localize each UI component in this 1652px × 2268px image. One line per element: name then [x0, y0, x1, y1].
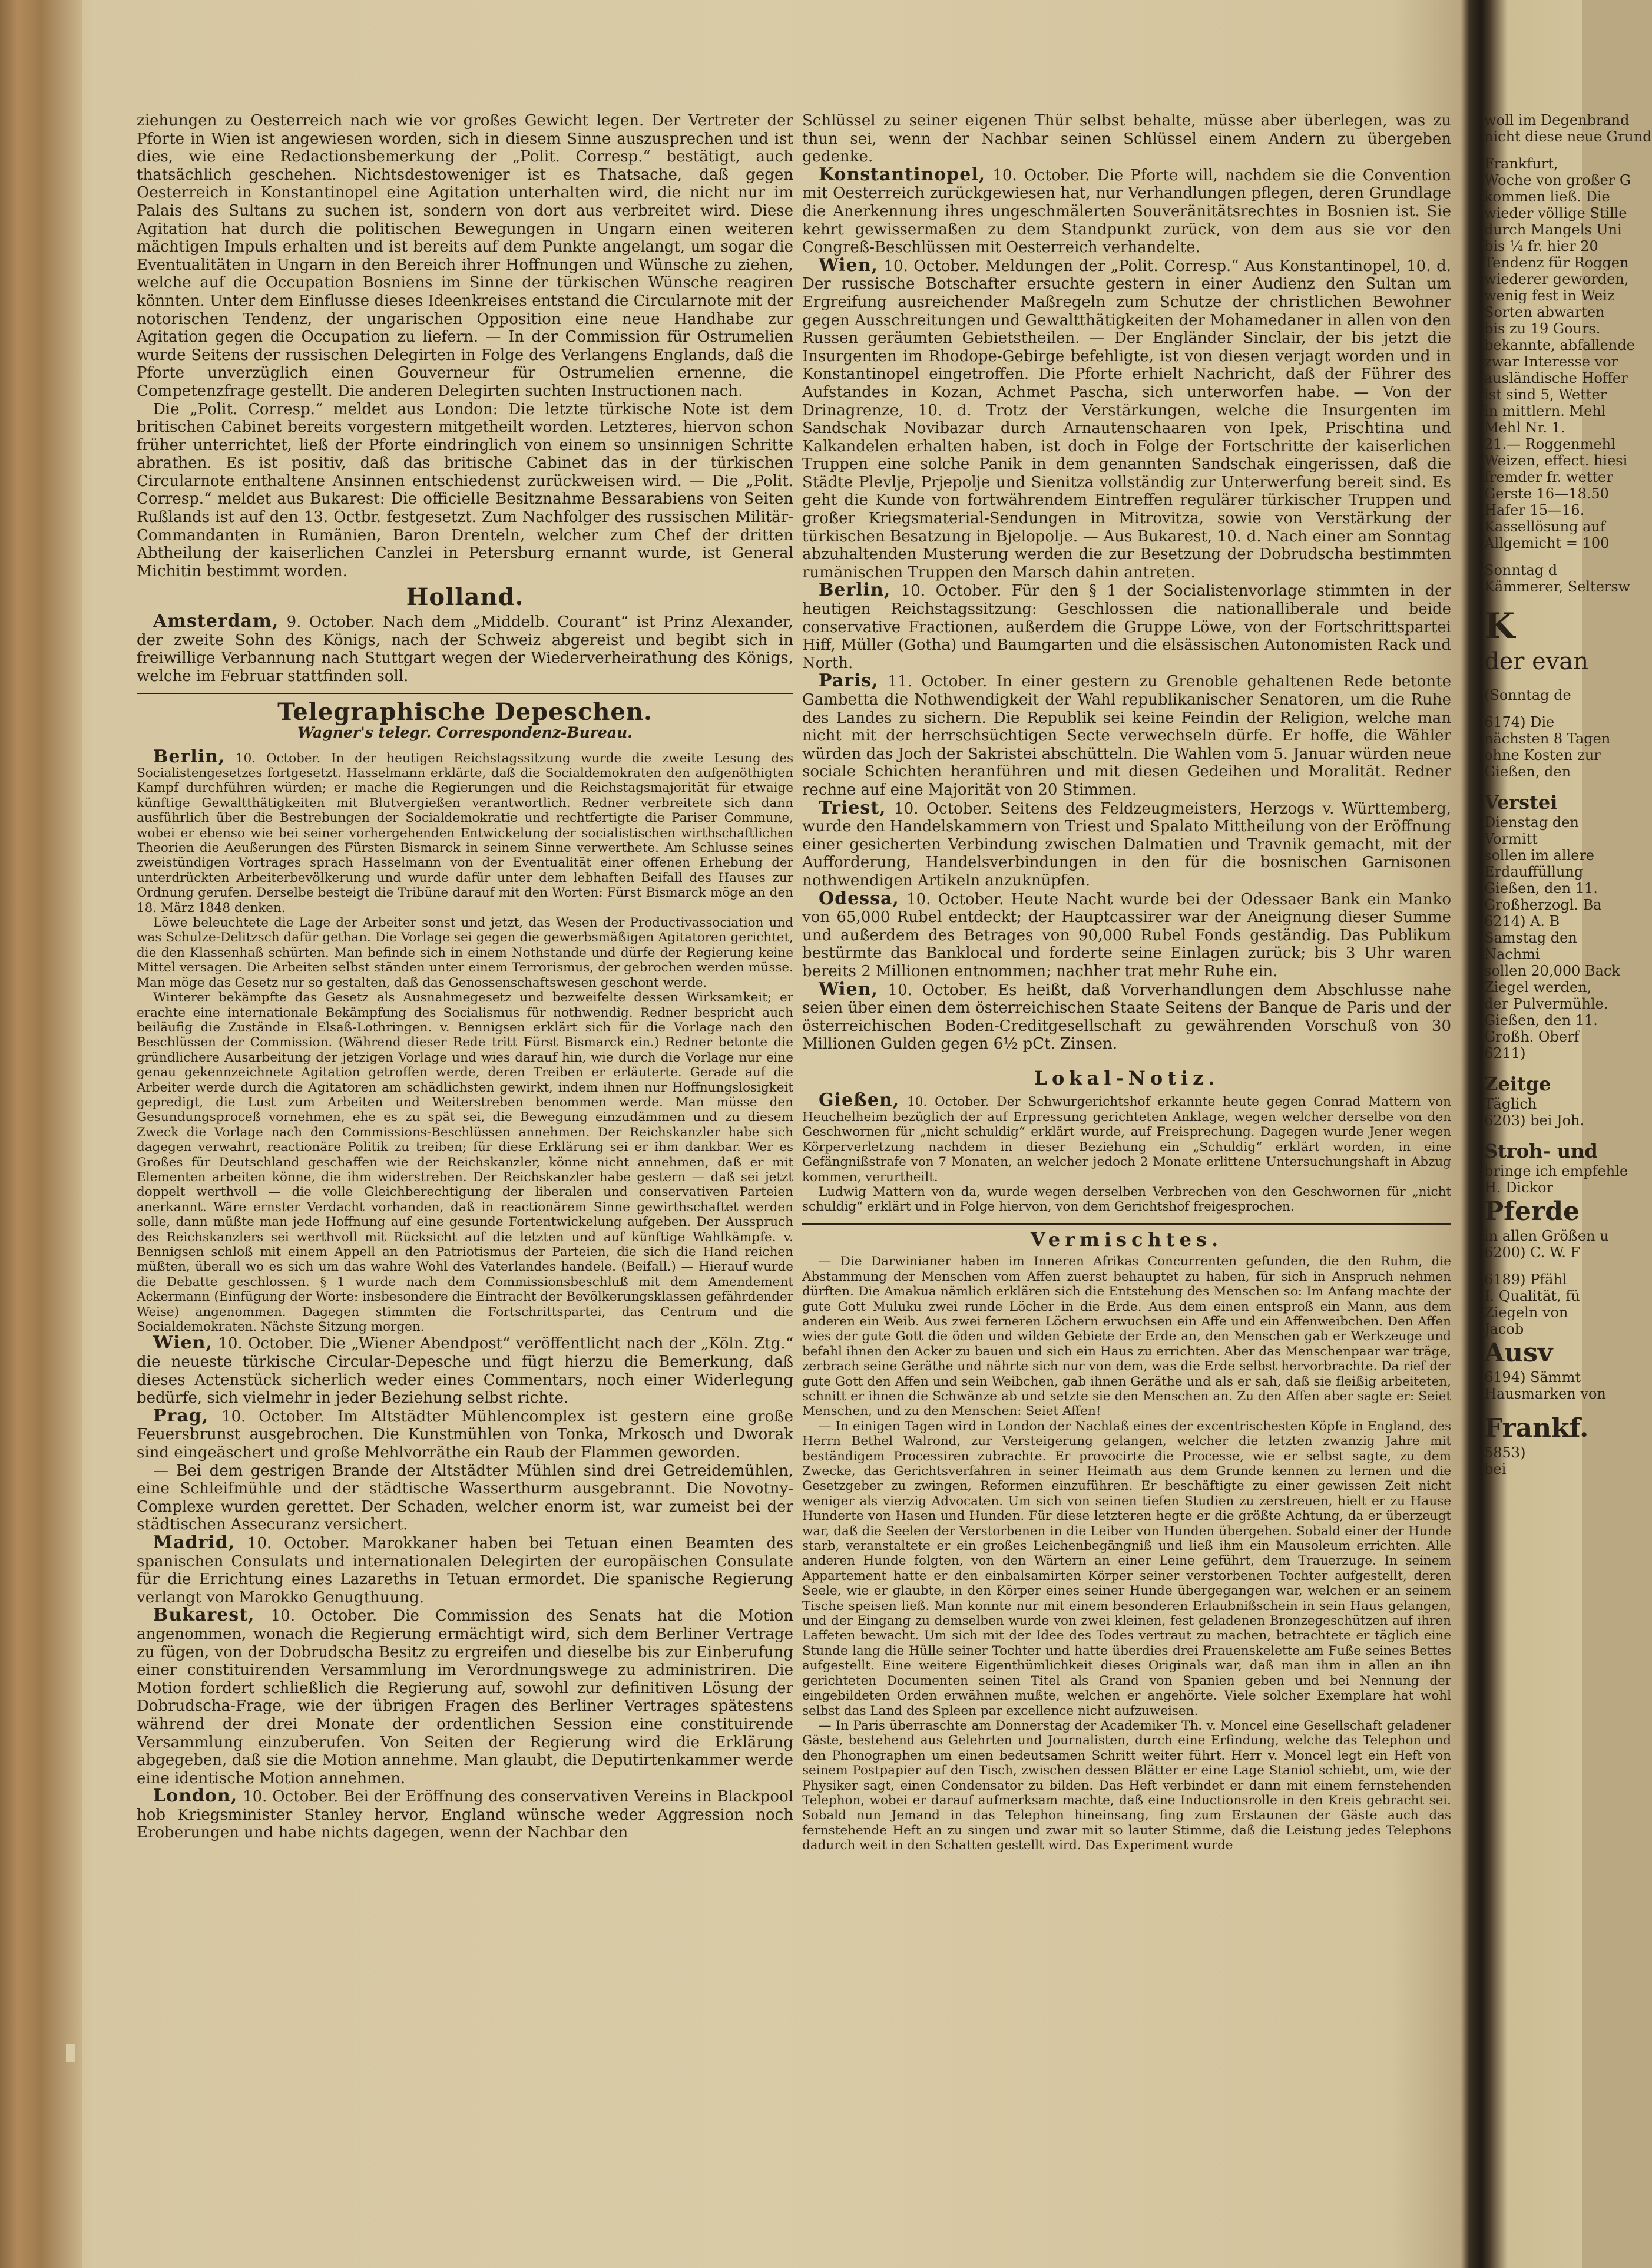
fragment-line: sollen 20,000 Back — [1484, 963, 1620, 979]
fragment-line — [1484, 551, 1582, 562]
column-1 — [137, 112, 793, 1842]
fragment-line: 6214) A. B — [1484, 913, 1560, 930]
dispatch-text: 10. October. Marokkaner haben bei Tetuan einen Beamten des spanischen Consulats und internationalen Delegirten der europäischen Consulate für die Errichtung eines Lazareths in Tetuan ermordet. Die spanische Regierung verlangt von Marokko Genugthuung. — [137, 1534, 793, 1606]
dateline-place: Berlin, — [153, 746, 226, 767]
fragment-line: kommen ließ. Die — [1484, 189, 1610, 205]
fragment-line: wiederer geworden, — [1484, 271, 1629, 287]
column-2 — [802, 112, 1451, 1853]
dispatch-text: 11. October. In einer gestern zu Grenoble gehaltenen Rede betonte Gambetta die Nothwendigkeit der Wahl republikanischer Senatoren, um die Ruhe des Landes zu sichern. Die Republik sei keine Feindin der Religion, welche man nicht mit der herrschsüchtigen Secte verwechseln dürfe. Er hoffe, die Wähler würden das Joch der Sakristei abschütteln. Die Wahlen vom 5. Januar würden neue sociale Schichten heranführen und mit diesen Gedeihen und Moralität. Redner rechne auf eine Majorität von 20 Stimmen. — [802, 673, 1451, 799]
section-divider — [802, 1062, 1451, 1063]
fragment-line: Ausv — [1484, 1338, 1553, 1368]
dispatch-text: 10. October. In der heutigen Reichstagssitzung wurde die zweite Lesung des Socialistengesetzes fortgesetzt. Hasselmann erklärte, daß die Socialdemokraten den aufgenöthigten Kampf durchführen würden; er mache die Regierungen und die Reichstagsmajorität für etwaige künftige Gewaltthätigkeiten mit Blutvergießen verantwortlich. Redner verbreitete sich dann ausführlich über die Bestrebungen der Socialdemokratie und rechtfertigte die Pariser Commune, wobei er ebenso wie bei seiner vorhergehenden Entwickelung der socialistischen wirthschaftlichen Theorien die Aeußerungen des Fürsten Bismarck in seinem Sinne verwerthete. Am Schlusse seines zweistündigen Vortrages sprach Hasselmann von der Eventualität einer offenen Erhebung der unterdrückten Arbeiterbevölkerung und wurde dafür unter dem lebhaften Beifall des Hauses zur Ordnung gerufen. Derselbe besteigt die Tribüne darauf mit den Worten: Fürst Bismarck möge an den 18. März 1848 denken. — [137, 751, 793, 915]
dispatch-text: 10. October. Der Schwurgerichtshof erkannte heute gegen Conrad Mattern von Heuchelheim bezüglich der auf Erpressung gerichteten Anklage, wegen welcher derselbe von den Geschwornen für „nicht schuldig“ erklärt wurde, auf Freisprechung. Dagegen wurde Jener wegen Körperverletzung nachdem in dieser Beziehung ein „Schuldig“ erklärt worden, in eine Gefängnißstrafe von 7 Monaten, an welcher jedoch 2 Monate erlittene Untersuchungshaft in Abzug kommen, verurtheilt. — [802, 1095, 1451, 1185]
fragment-line: bis ¼ fr. hier 20 — [1484, 238, 1598, 254]
dateline-place: Wien, — [153, 1333, 213, 1354]
dispatch-paris — [802, 672, 1451, 799]
fragment-line — [1484, 145, 1582, 156]
fragment-line: Tendenz für Roggen — [1484, 254, 1629, 271]
dispatch-madrid — [137, 1534, 793, 1606]
dispatch-odessa — [802, 890, 1451, 981]
fragment-line: Täglich — [1484, 1096, 1537, 1112]
fragment-line: Gießen, den — [1484, 763, 1571, 780]
fragment-line: K — [1484, 606, 1515, 647]
column-3-next-page — [1484, 112, 1652, 1477]
fragment-line: Zeitge — [1484, 1073, 1551, 1095]
fragment-line: 21.— Roggenmehl — [1484, 436, 1615, 452]
dispatch-text: 10. October. Für den § 1 der Socialistenvorlage stimmten in der heutigen Reichstagssitzung: Geschlossen die nationalliberale und beide conservative Fractionen, außerdem die Gruppe Löwe, von der Fortschrittspartei Hiff, Müller (Gotha) und Baumgarten und die elsässischen Autonomisten Rack und North. — [802, 582, 1451, 672]
dateline-place: Prag, — [153, 1405, 209, 1426]
fragment-line: Frankf. — [1484, 1413, 1589, 1443]
fragment-line: sollen im allere — [1484, 847, 1595, 864]
fragment-line: 6194) Sämmt — [1484, 1369, 1581, 1386]
dispatch-wien — [802, 254, 1451, 582]
fragment-line: der Pulvermühle. — [1484, 996, 1608, 1012]
dispatch-text: 10. October. Die „Wiener Abendpost“ veröffentlicht nach der „Köln. Ztg.“ die neueste türkische Circular-Depesche und fügt hierzu die Bemerkung, daß dieses Actenstück sicherlich weder eines Commentars, noch einer Widerlegung bedürfe, sich vielmehr in jeder Beziehung selbst richte. — [137, 1335, 793, 1407]
fragment-line: wenig fest in Weiz — [1484, 287, 1615, 304]
dispatch-text: 10. October. Die Pforte will, nachdem sie die Convention mit Oesterreich zurückgewiesen hat, nur Verhandlungen pflegen, deren Grundlage die Anerkennung ihres ungeschmälerten Souveränitätsrechtes in Bosnien ist. Sie kehrt gewissermaßen zu dem Standpunkt zurück, von dem aus sie vor den Congreß-Beschlüssen mit Oesterreich verhandelte. — [802, 166, 1451, 257]
article-paragraph: ziehungen zu Oesterreich nach wie vor großes Gewicht legen. Der Vertreter der Pforte in Wien ist angewiesen worden, sich in diesem Sinne auszusprechen und ist dies, wie eine Redactionsbemerkung der „Polit. Corresp.“ bestätigt, auch thatsächlich geschehen. Nichtsdestoweniger ist es Thatsache, daß gegen Oesterreich in Konstantinopel eine Agitation unterhalten wird, die nicht nur im Palais des Sultans zu suchen ist, sondern von dort aus verbreitet wird. Diese Agitation hat durch die politischen Bewegungen in Ungarn einen weiteren mächtigen Impuls erhalten und ist bereits auf dem Punkte angelangt, um sogar die Eventualitäten in Ungarn in den Bereich ihrer Hoffnungen und Wünsche zu ziehen, welche auf die Occupation Bosniens im Sinne der türkischen Wünsche reagiren könnten. Unter dem Einflusse dieses Ideenkreises entstand die Circularnote mit der notorischen Tendenz, der ungarischen Opposition eine neue Handhabe zur Agitation gegen die Occupation zu liefern. — In der Commission für Ostrumelien wurde Seitens der russischen Delegirten in Folge des Verlangens Englands, daß die Pforte unverzüglich einen Gouverneur für Ostrumelien ernenne, die Competenzfrage gestellt. Die anderen Delegirten suchten Instructionen nach. — [137, 112, 793, 400]
dispatch-paragraph: — Bei dem gestrigen Brande der Altstädter Mühlen sind drei Getreidemühlen, eine Schleifmühle und der städtische Wasserthurm ausgebrannt. Die Novotny-Complexe wurden gerettet. Der Schaden, welcher enorm ist, war zumeist bei der städtischen Assecuranz versichert. — [137, 1462, 793, 1534]
dispatch-berlin — [137, 746, 793, 915]
dispatch-text: 10. October. Heute Nacht wurde bei der Odessaer Bank ein Manko von 65,000 Rubel entdeckt; der Hauptcassirer war der Aneignung dieser Summe und außerdem des Betrages von 90,000 Rubel Fonds geständig. Das Publikum bestürmte das Banklocal und forderte seine Einlagen zurück; bis 3 Uhr waren bereits 2 Millionen entnommen; nachher trat mehr Ruhe ein. — [802, 890, 1451, 980]
section-divider — [137, 693, 793, 695]
fragment-line: Stroh- und — [1484, 1140, 1598, 1162]
fragment-line: ist sind 5, Wetter — [1484, 386, 1607, 403]
fragment-line: 5853) — [1484, 1444, 1526, 1461]
fragment-line — [1484, 1261, 1582, 1271]
fragment-line: durch Mangels Uni — [1484, 221, 1622, 238]
fragment-line: Gießen, den 11. — [1484, 880, 1598, 897]
fragment-line: Gießen, den 11. — [1484, 1012, 1598, 1029]
dispatch-amsterdam — [137, 613, 793, 685]
fragment-line: Kämmerer, Seltersw — [1484, 578, 1631, 595]
dispatch-london — [137, 1787, 793, 1842]
fragment-line: 6211) — [1484, 1045, 1526, 1062]
fragment-line: 6189) Pfähl — [1484, 1271, 1567, 1288]
fragment-line: Allgemicht = 100 — [1484, 535, 1610, 551]
fragment-line: bringe ich empfehle — [1484, 1163, 1628, 1179]
dispatch-text: 10. October. Es heißt, daß Vorverhandlungen dem Abschlusse nahe seien über einen dem österreichischen Staate Seitens der Banque de Paris und der österreichischen Boden-Creditgesellschaft zu gewährenden Vorschuß von 30 Millionen Gulden gegen 6½ pCt. Zinsen. — [802, 981, 1451, 1053]
section-heading-vermischtes: Vermischtes. — [1030, 1228, 1223, 1251]
dispatch-text: 10. October. Im Altstädter Mühlencomplex ist gestern eine große Feuersbrunst ausgebrochen. Die Kunstmühlen von Tonka, Mrkosch und Dworak sind eingeäschert und große Mehlvorräthe ein Raub der Flammen geworden. — [137, 1407, 793, 1462]
dateline-place: Bukarest, — [153, 1605, 255, 1626]
dispatch-wien — [137, 1334, 793, 1407]
dateline-place: Berlin, — [819, 580, 891, 601]
dateline-place: Wien, — [819, 254, 878, 276]
dispatch-paragraph: Löwe beleuchtete die Lage der Arbeiter sonst und jetzt, das Wesen der Productivassociation und was Schulze-Delitzsch dafür gethan. Die Vorlage sei gegen die gewerbsmäßigen Agitatoren gerichtet, die den Klassenhaß schürten. Man befinde sich in einem Nothstande und dürfe der Regierung keine Mittel versagen. Die Arbeiten selbst ständen unter einem Terrorismus, der gebrochen werden müsse. Man möge das Gesetz nur so gestalten, daß das Genossenschaftswesen geschont werde. — [137, 915, 793, 990]
fragment-line: Samstag den — [1484, 930, 1577, 946]
fragment-line: 6203) bei Joh. — [1484, 1112, 1585, 1129]
fragment-line: in allen Größen u — [1484, 1228, 1609, 1244]
fragment-line: Ziegeln von — [1484, 1304, 1568, 1321]
fragment-line: H. Dickor — [1484, 1179, 1554, 1196]
fragment-line: Kassellösung auf — [1484, 518, 1605, 535]
dispatch-text: 10. October. Bei der Eröffnung des conservativen Vereins in Blackpool hob Kriegsminister Stanley hervor, England wünsche weder Aggression noch Eroberungen und habe nichts dagegen, wenn der Nachbar den — [137, 1788, 793, 1842]
fragment-line: Woche von großer G — [1484, 172, 1631, 189]
fragment-line: 6174) Die — [1484, 714, 1555, 730]
dateline-place: Triest, — [819, 797, 886, 818]
fragment-line: Hafer 15—16. — [1484, 502, 1585, 518]
fragment-line: 6200) C. W. F — [1484, 1244, 1581, 1261]
fragment-line: Dienstag den — [1484, 814, 1579, 831]
fragment-line: bis zu 19 Gours. — [1484, 320, 1601, 337]
fragment-line: Sonntag d — [1484, 562, 1558, 578]
miscellany-paragraph: — In einigen Tagen wird in London der Nachlaß eines der excentrischesten Köpfe in England, des Herrn Bethel Walrond, zur Versteigerung gelangen, welcher die letzten zwanzig Jahre mit beständigem Processiren zubrachte. Er provocirte die Processe, wie er selbst sagte, zu dem Zwecke, das Gerichtsverfahren in seiner Heimath aus dem Grunde kennen zu lernen und die Gesetzgeber zu zwingen, Reformen einzuführen. Er beschäftigte zu einer gewissen Zeit nicht weniger als vierzig Advocaten. Um sich von seinen tiefen Studien zu zerstreuen, hielt er zu Hause Hunderte von Hasen und Hunden. Für diese letzteren hegte er die größte Achtung, da er überzeugt war, daß die Seelen der Verstorbenen in die Leiber von Hunden übergehen. Sobald einer der Hunde starb, veranstaltete er ein großes Leichenbegängniß und ließ ihm ein Mausoleum errichten. Alle anderen Hunde folgten, von den Wärtern an einer Leine geführt, dem Trauerzuge. In seinem Appartement hatte er den einbalsamirten Körper seiner verstorbenen Tochter aufgestellt, deren Seele, wie er glaubte, in den Körper eines seiner Hunde übergegangen war, welchen er an seinem Tische speisen ließ. Man konnte nur mit einem besonderen Erlaubnißschein in sein Haus gelangen, und der Eingang zu demselben wurde von zwei kleinen, fest geladenen Bronzegeschützen auf ihren Laffeten bewacht. Um sich mit der Idee des Todes vertraut zu machen, betrachtete er täglich eine Stunde lang die Hülle seiner Tochter und hatte überdies drei Frauenskelette am Fuße seines Bettes aufgestellt. Eine weitere Eigenthümlichkeit dieses Originals war, daß man ihm in allen an ihn gerichteten Documenten seinen Titel als Grand von Spanien geben und bei Nennung der eingebildeten Orden erwähnen mußte, welchen er angehörte. Viele solcher Exemplare hat wohl selbst das Land des Spleen par excellence nicht aufzuweisen. — [802, 1419, 1451, 1718]
fragment-line: zwar Interesse vor — [1484, 353, 1618, 370]
section-heading-holland: Holland. — [406, 583, 524, 611]
dispatch-berlin — [802, 581, 1451, 672]
fragment-line: ausländische Hoffer — [1484, 370, 1628, 386]
fragment-line: I. Qualität, fü — [1484, 1288, 1580, 1304]
fragment-line: Vormitt — [1484, 831, 1538, 847]
fragment-line: Nachmi — [1484, 946, 1540, 963]
fragment-line: bekannte, abfallende — [1484, 337, 1635, 353]
fragment-line: wieder völlige Stille — [1484, 205, 1627, 221]
fragment-line: Hausmarken von — [1484, 1386, 1606, 1402]
fragment-line: fremder fr. wetter — [1484, 469, 1613, 485]
fragment-line: Jacob — [1484, 1321, 1524, 1337]
miscellany-paragraph: — In Paris überraschte am Donnerstag der Academiker Th. v. Moncel eine Gesellschaft geladener Gäste, bestehend aus Gelehrten und Journalisten, durch eine Erfindung, welche das Telephon und den Phonographen um einen bedeutsamen Schritt weiter führt. Herr v. Moncel legt ein Heft von seinem Postpapier auf den Tisch, zwischen dessen Blätter er eine Lage Staniol schiebt, um, wie der Physiker sagt, einen Condensator zu bilden. Das Heft verbindet er dann mit einem fernstehenden Telephon, wobei er darauf aufmerksam machte, daß eine Inductionsrolle in den Kreis gebracht sei. Sobald nun Jemand in das Telephon hineinsang, fing zum Erstaunen der Gäste auch das fernstehende Heft an zu singen und zwar mit so lauter Stimme, daß die Leistung jedes Telephons dadurch weit in den Schatten gestellt wird. Das Experiment wurde — [802, 1718, 1451, 1853]
fragment-line — [1484, 1129, 1582, 1139]
dispatch-bukarest — [137, 1606, 793, 1787]
section-heading-lokal: Lokal-Notiz. — [1034, 1066, 1220, 1089]
dateline-place: Wien, — [819, 978, 878, 1000]
dateline-place: Gießen, — [819, 1090, 900, 1111]
book-binding — [0, 0, 82, 2268]
fragment-line: Weizen, effect. hiesi — [1484, 452, 1628, 469]
dispatch-paragraph: Ludwig Mattern von da, wurde wegen derselben Verbrechen von den Geschwornen für „nicht schuldig“ erklärt und in Folge hiervon, von dem Gerichtshof freigesprochen. — [802, 1184, 1451, 1215]
fragment-list — [1484, 112, 1652, 1477]
fragment-line: nicht diese neue Grund — [1484, 128, 1652, 145]
fragment-line: Pferde — [1484, 1196, 1580, 1226]
fragment-line: der evan — [1484, 648, 1588, 675]
dateline-place: Konstantinopel, — [819, 164, 986, 185]
dispatch-triest — [802, 799, 1451, 890]
fragment-line: Sorten abwarten — [1484, 304, 1605, 320]
fragment-line — [1484, 676, 1582, 687]
section-divider — [802, 1223, 1451, 1225]
fragment-line: Frankfurt, — [1484, 156, 1558, 172]
fragment-line — [1484, 595, 1582, 606]
dispatch-prag — [137, 1407, 793, 1462]
fragment-line: Mehl Nr. 1. — [1484, 419, 1565, 436]
dispatch-wien — [802, 978, 1451, 1053]
fragment-line: ohne Kosten zur — [1484, 747, 1601, 763]
fragment-line: Erdauffüllung — [1484, 864, 1584, 880]
fragment-line: Ziegel werden, — [1484, 979, 1592, 996]
fragment-line: Großherzogl. Ba — [1484, 897, 1602, 913]
dispatch-text: 9. October. Nach dem „Middelb. Courant“ ist Prinz Alexander, der zweite Sohn des Königs, nach der Schweiz abgereist und begibt sich in freiwillige Verbannung nach Stuttgart wegen der Wiederverheirathung des Königs, welche im Februar stattfinden soll. — [137, 613, 793, 685]
article-paragraph: Schlüssel zu seiner eigenen Thür selbst behalte, müsse aber überlegen, was zu thun sei, wenn der Nachbar seinen Schlüssel einem Andern zu übergeben gedenke. — [802, 112, 1451, 166]
dispatch-text: 10. October. Seitens des Feldzeugmeisters, Herzogs v. Württemberg, wurde den Handelskammern von Triest und Spalato Mittheilung von der Eröffnung einer gesicherten Verbindung zwischen Dalmatien und Travnik gemacht, mit der Aufforderung, Handelsverbindungen in den für die bosnischen Garnisonen nothwendigen Artikeln anzuknüpfen. — [802, 799, 1451, 890]
fragment-line: woll im Degenbrand — [1484, 112, 1630, 128]
fragment-line — [1484, 1062, 1582, 1072]
miscellany-paragraph: — Die Darwinianer haben im Inneren Afrikas Concurrenten gefunden, die den Ruhm, die Abstammung der Menschen vom Affen zuerst behauptet zu haben, für sich in Anspruch nehmen dürften. Die Amakua nämlich erklären sich die Entstehung des Menschen so: Im Anfang machte der gute Gott Muluku zwei runde Löcher in die Erde. Aus dem einen entsproß ein Mann, aus dem anderen ein Weib. Aus zwei ferneren Löchern erwuchsen ein Affe und ein Affenweibchen. Den Affen wies der gute Gott die öden und wilden Gebiete der Erde an, den Menschen gab er Werkzeuge und befahl ihnen den Acker zu bauen und sich ein Haus zu errichten. Aber das Menschenpaar war träge, zerbrach seine Geräthe und nährte sich nur von dem, was die Erde selbst hervorbrachte. Da rief der gute Gott den Affen und sein Weibchen, gab ihnen Geräthe und als er sah, daß sie fleißig arbeiteten, schnitt er ihnen die Schwänze ab und setzte sie den Menschen an. Zu den Affen aber sagte er: Seiet Menschen, und zu den Menschen: Seiet Affen! — [802, 1254, 1451, 1419]
fragment-line: in mittlern. Mehl — [1484, 403, 1606, 419]
fragment-line — [1484, 703, 1582, 714]
section-heading-telegraph: Telegraphische Depeschen. — [277, 698, 653, 726]
dateline-place: London, — [153, 1786, 238, 1807]
dateline-place: Madrid, — [153, 1532, 236, 1553]
dateline-place: Paris, — [819, 670, 879, 692]
fragment-line: Großh. Oberf — [1484, 1029, 1580, 1045]
page-tab-marker — [66, 2044, 75, 2062]
agency-line: Wagner's telegr. Correspondenz-Bureau. — [297, 724, 633, 741]
fragment-line — [1484, 1402, 1582, 1413]
dispatch-paragraph: Winterer bekämpfte das Gesetz als Ausnahmegesetz und bezweifelte dessen Wirksamkeit; er erachte eine internationale Bekämpfung des Socialismus für nothwendig. Redner bespricht auch beiläufig die Zustände in Elsaß-Lothringen. v. Bennigsen erklärt sich für die Vorlage nach den Beschlüssen der Commission. (Während dieser Rede tritt Fürst Bismarck ein.) Redner betonte die gründlichere Ausarbeitung der jetzigen Vorlage und wies darauf hin, wie durch die Vorlage nur eine genau gekennzeichnete Agitation getroffen werde, deren Treiben er erläuterte. Gerade auf die Arbeiter werde durch die Agitatoren am schädlichsten gewirkt, indem ihnen nur Hoffnungslosigkeit gepredigt, die Lust zum Arbeiten und Weiterstreben benommen werde. Man müsse den Gesundungsproceß vornehmen, ehe es zu spät sei, die Bewegung einzudämmen und zu diesem Zweck die Vorlage nach den Commissions-Beschlüssen annehmen. Der Reichskanzler habe sich dagegen verwahrt, reactionäre Politik zu treiben; für diese Erklärung sei er ihm dankbar. Wer es Großes für Deutschland geschaffen wie der Reichskanzler, könne nicht annehmen, daß er mit Elementen arbeiten könne, die ihm widerstreben. Der Reichskanzler habe gestern — daß sei jetzt doppelt werthvoll — die volle Gleichberechtigung der liberalen und conservativen Parteien anerkannt. Wäre ernster Verdacht vorhanden, daß in reactionärem Sinne gewirthschaftet werden solle, dann müßte man jede Hoffnung auf eine gesunde Fortentwickelung aufgeben. Der Ausspruch des Reichskanzlers sei werthvoll mit Rücksicht auf die letzten und auf künftige Wahlkämpfe. v. Bennigsen schloß mit einem Appell an den Patriotismus der Parteien, die sich die Hand reichen müßten, überall wo es sich um das wahre Wohl des Vaterlandes handele. (Beifall.) — Hierauf wurde die Debatte geschlossen. § 1 wurde nach dem Commissionsbeschluß mit dem Amendement Ackermann (Einfügung der Worte: insbesondere die Eintracht der Bevölkerungsklassen gefährdender Weise) angenommen. Dagegen stimmten die Fortschrittspartei, das Centrum und die Socialdemokraten. Nächste Sitzung morgen. — [137, 990, 793, 1335]
fragment-line — [1484, 780, 1582, 791]
fragment-line: (Sonntag de — [1484, 687, 1571, 703]
fragment-line: Verstei — [1484, 791, 1558, 814]
fragment-line: Gerste 16—18.50 — [1484, 485, 1609, 502]
dispatch-text: 10. October. Meldungen der „Polit. Corresp.“ Aus Konstantinopel, 10. d. Der russische Botschafter ersuchte gestern in einer Audienz den Sultan um Ergreifung ausreichender Maßregeln zum Schutze der christlichen Bewohner gegen Ausschreitungen und Gewaltthätigkeiten der Mohamedaner in allen von den Russen geräumten Gebietstheilen. — Der Engländer Sinclair, der bis jetzt die Insurgenten im Rhodope-Gebirge befehligte, ist von diesen verjagt worden und in Konstantinopel eingetroffen. Die Pforte erhielt Nachricht, daß der Führer des Aufstandes in Kozan, Achmet Pascha, sich unterworfen habe. — Von der Drinagrenze, 10. d. Trotz der Verstärkungen, welche die Insurgenten im Sandschak Novibazar durch Arnautenschaaren von Ipek, Prischtina und Kalkandelen erhalten haben, ist doch in Folge der Fortschritte der kaiserlichen Truppen eine solche Panik in dem genannten Sandschak eingerissen, daß die Städte Plevlje, Prjepolje und Sienitza vollständig zur Unterwerfung bereit sind. Es geht die Kunde von fortwährendem Eintreffen regulärer türkischer Truppen und großer Kriegsmaterial-Sendungen in Mitrovitza, sowie von Verstärkung der türkischen Besatzung in Bjelopolje. — Aus Bukarest, 10. d. Nach einer am Sonntag abzuhaltenden Musterung werden die zur Besetzung der Dobrudscha bestimmten rumänischen Truppen den Marsch dahin antreten. — [802, 257, 1451, 581]
dateline-place: Odessa, — [819, 888, 899, 909]
article-paragraph: Die „Polit. Corresp.“ meldet aus London: Die letzte türkische Note ist dem britischen Cabinet bereits vorgestern mitgetheilt worden. Letzteres, hiervon schon früher unterrichtet, ließ der Pforte eindringlich von einem so unsinnigen Schritte abrathen. Es ist positiv, daß das britische Cabinet das in der türkischen Circularnote enthaltene Ansinnen entschiedenst zurückweisen wird. — Die „Polit. Corresp.“ meldet aus Bukarest: Die officielle Besitznahme Bessarabiens von Seiten Rußlands ist auf den 13. Octbr. festgesetzt. Zum Nachfolger des russischen Militär-Commandanten in Rumänien, Baron Drenteln, welcher zum Chef der dritten Abtheilung der kaiserlichen Canzlei in Petersburg ernannt wurde, ist General Michitin bestimmt worden. — [137, 400, 793, 580]
dispatch-giessen — [802, 1090, 1451, 1185]
dispatch-konstantinopel — [802, 166, 1451, 257]
dateline-place: Amsterdam, — [153, 611, 279, 632]
fragment-line: nächsten 8 Tagen — [1484, 730, 1611, 747]
dispatch-text: 10. October. Die Commission des Senats hat die Motion angenommen, wonach die Regierung ermächtigt wird, sich dem Berliner Vertrage zu fügen, von der Dobrudscha Besitz zu ergreifen und dieselbe bis zur Einberufung einer constituirenden Versammlung im Verordnungswege zu administriren. Die Motion fordert schließlich die Regierung auf, sowohl zur definitiven Lösung der Dobrudscha-Frage, wie der übrigen Fragen des Berliner Vertrages spätestens während der drei Monate der ordentlichen Session eine constituirende Versammlung einzuberufen. Von Seiten der Regierung wird die Erklärung abgegeben, daß sie die Motion annehme. Man glaubt, die Deputirtenkammer werde eine identische Motion annehmen. — [137, 1607, 793, 1787]
fragment-line: bei — [1484, 1461, 1507, 1477]
